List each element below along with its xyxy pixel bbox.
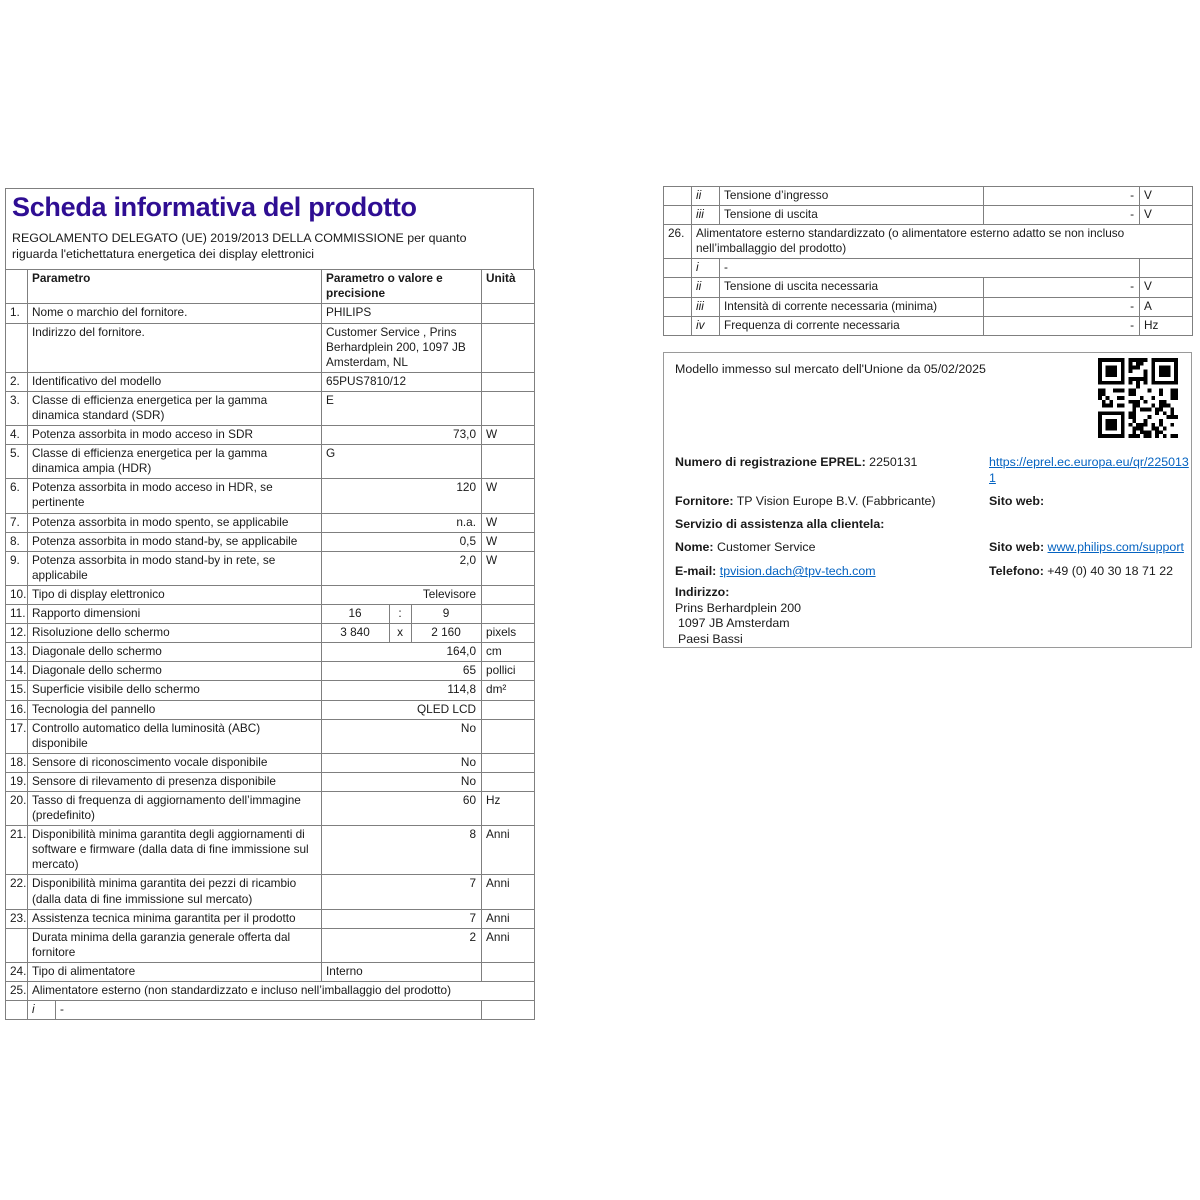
table-row (6, 513, 535, 532)
unit-label: V (1140, 206, 1193, 225)
row-number: 13. (6, 643, 28, 662)
row-number (664, 259, 692, 278)
phone-wrap (989, 564, 1195, 580)
row-number (664, 278, 692, 297)
parameter-label: Tipo di alimentatore (28, 962, 322, 981)
parameter-label: Disponibilità minima garantita degli aggiornamenti di software e firmware (dalla data di fine immissione sul mercato) (28, 826, 322, 875)
parameter-value: 0,5 (322, 532, 482, 551)
website-label: Sito web: (989, 493, 1045, 508)
parameter-value: 8 (322, 826, 482, 875)
unit-label (482, 753, 535, 772)
support-site-wrap (989, 540, 1195, 556)
unit-label (482, 445, 535, 479)
parameter-value: 9 (412, 605, 482, 624)
table-row (6, 772, 535, 791)
row-number: 6. (6, 479, 28, 513)
parameter-label: Superficie visibile dello schermo (28, 681, 322, 700)
parameter-label: Tipo di display elettronico (28, 585, 322, 604)
table-row (6, 753, 535, 772)
unit-label (482, 962, 535, 981)
row-number (6, 928, 28, 962)
supplier-name: TP Vision Europe B.V. (Fabbricante) (736, 493, 936, 508)
table-row (664, 187, 1193, 206)
parameter-value: 2 (322, 928, 482, 962)
table-row (6, 982, 535, 1001)
row-number: 22. (6, 875, 28, 909)
supplier-row (675, 494, 1180, 510)
support-site-label: Sito web: (989, 540, 1045, 555)
parameter-label: Alimentatore esterno (non standardizzato e incluso nell’imballaggio del prodotto) (28, 982, 535, 1001)
name-label: Nome: (675, 540, 714, 555)
page-subtitle: REGOLAMENTO DELEGATO (UE) 2019/2013 DELLA COMMISSIONE per quanto riguarda l'etichettatura energetica dei display elettronici (12, 231, 467, 262)
parameters-table (5, 269, 535, 1020)
row-number (664, 316, 692, 335)
row-number: 1. (6, 304, 28, 323)
row-number: 16. (6, 700, 28, 719)
row-number (6, 1001, 28, 1020)
unit-label (482, 585, 535, 604)
table-row (664, 316, 1193, 335)
unit-label (482, 372, 535, 391)
unit-label (1140, 259, 1193, 278)
unit-label: dm² (482, 681, 535, 700)
sub-index: ii (692, 187, 720, 206)
row-number: 10. (6, 585, 28, 604)
row-number: 20. (6, 791, 28, 825)
parameter-label: Indirizzo del fornitore. (28, 323, 322, 372)
customer-service-heading (675, 517, 1180, 533)
parameter-value: n.a. (322, 513, 482, 532)
parameter-label: Potenza assorbita in modo stand-by in rete, se applicabile (28, 551, 322, 585)
row-number: 7. (6, 513, 28, 532)
title-block (5, 188, 534, 269)
value-separator: : (390, 605, 412, 624)
parameter-label: Disponibilità minima garantita dei pezzi di ricambio (dalla data di fine immissione sul mercato) (28, 875, 322, 909)
unit-label: pollici (482, 662, 535, 681)
row-number: 8. (6, 532, 28, 551)
table-row (664, 225, 1193, 259)
table-row (6, 391, 535, 425)
parameter-value: No (322, 753, 482, 772)
parameter-label: Alimentatore esterno standardizzato (o alimentatore esterno adatto se non incluso nell’imballaggio del prodotto) (692, 225, 1193, 259)
supplier-info-box (663, 352, 1192, 648)
unit-label: W (482, 426, 535, 445)
table-row (6, 445, 535, 479)
row-number (664, 206, 692, 225)
row-number: 3. (6, 391, 28, 425)
table-row (6, 532, 535, 551)
address-line: 1097 JB Amsterdam (678, 616, 790, 631)
row-number: 4. (6, 426, 28, 445)
row-number (664, 187, 692, 206)
unit-label (482, 323, 535, 372)
parameter-label: Sensore di riconoscimento vocale disponibile (28, 753, 322, 772)
table-row (6, 479, 535, 513)
unit-label (482, 1001, 535, 1020)
sub-index: iii (692, 297, 720, 316)
parameter-label: Diagonale dello schermo (28, 662, 322, 681)
supplier-label: Fornitore: (675, 493, 734, 508)
parameter-value: 7 (322, 909, 482, 928)
table-row (6, 624, 535, 643)
unit-label: W (482, 551, 535, 585)
parameter-value: Customer Service , Prins Berhardplein 200, 1097 JB Amsterdam, NL (322, 323, 482, 372)
parameter-value: 60 (322, 791, 482, 825)
parameter-value: No (322, 772, 482, 791)
table-row (6, 719, 535, 753)
parameter-value: PHILIPS (322, 304, 482, 323)
unit-label: V (1140, 278, 1193, 297)
row-number: 9. (6, 551, 28, 585)
row-number: 5. (6, 445, 28, 479)
parameter-value: - (56, 1001, 482, 1020)
unit-label: Hz (482, 791, 535, 825)
parameter-label: Potenza assorbita in modo acceso in SDR (28, 426, 322, 445)
unit-label (482, 304, 535, 323)
website-label-wrap (989, 494, 1195, 510)
parameter-value: 3 840 (322, 624, 390, 643)
row-number (664, 297, 692, 316)
table-row (6, 304, 535, 323)
sub-index: iv (692, 316, 720, 335)
table-row (6, 372, 535, 391)
row-number: 14. (6, 662, 28, 681)
unit-label: V (1140, 187, 1193, 206)
parameter-value: 65 (322, 662, 482, 681)
page-title: Scheda informativa del prodotto (12, 192, 417, 222)
eprel-link-wrap (989, 455, 1195, 487)
table-row (6, 605, 535, 624)
parameter-label: Frequenza di corrente necessaria (720, 316, 984, 335)
parameter-label: Rapporto dimensioni (28, 605, 322, 624)
parameter-label: Tasso di frequenza di aggiornamento dell’immagine (predefinito) (28, 791, 322, 825)
eprel-number: 2250131 (869, 454, 918, 469)
table-row (6, 962, 535, 981)
continuation-panel (663, 186, 1192, 648)
sub-index: i (28, 1001, 56, 1020)
sub-index: ii (692, 278, 720, 297)
table-row (664, 297, 1193, 316)
table-row (6, 643, 535, 662)
row-number: 21. (6, 826, 28, 875)
unit-label (482, 700, 535, 719)
address-heading (675, 585, 1180, 601)
row-number: 23. (6, 909, 28, 928)
parameter-value: 16 (322, 605, 390, 624)
parameter-label: Controllo automatico della luminosità (ABC) disponibile (28, 719, 322, 753)
parameter-value: QLED LCD (322, 700, 482, 719)
table-row (6, 826, 535, 875)
value-separator: x (390, 624, 412, 643)
table-row (6, 662, 535, 681)
parameter-label: Potenza assorbita in modo spento, se applicabile (28, 513, 322, 532)
parameter-label: Risoluzione dello schermo (28, 624, 322, 643)
table-row (6, 323, 535, 372)
parameter-value: G (322, 445, 482, 479)
parameter-value: 73,0 (322, 426, 482, 445)
table-row (664, 278, 1193, 297)
parameter-value: - (984, 316, 1140, 335)
unit-label: pixels (482, 624, 535, 643)
unit-label: Anni (482, 909, 535, 928)
unit-label: Anni (482, 928, 535, 962)
table-row (6, 700, 535, 719)
row-number: 17. (6, 719, 28, 753)
support-site-link[interactable]: www.philips.com/support (1047, 540, 1184, 555)
parameter-label: Sensore di rilevamento di presenza disponibile (28, 772, 322, 791)
parameter-value: No (322, 719, 482, 753)
parameter-label: Tensione di uscita necessaria (720, 278, 984, 297)
unit-label: Anni (482, 826, 535, 875)
address-line: Paesi Bassi (678, 632, 743, 647)
parameter-label: Diagonale dello schermo (28, 643, 322, 662)
parameter-label: Tecnologia del pannello (28, 700, 322, 719)
table-row (664, 206, 1193, 225)
parameter-label: Classe di efficienza energetica per la gamma dinamica ampia (HDR) (28, 445, 322, 479)
header-parameter: Parametro (28, 270, 322, 304)
row-number: 11. (6, 605, 28, 624)
phone-value: +49 (0) 40 30 18 71 22 (1047, 564, 1174, 579)
parameter-value: 114,8 (322, 681, 482, 700)
unit-label: A (1140, 297, 1193, 316)
parameter-value: 65PUS7810/12 (322, 372, 482, 391)
table-row (664, 259, 1193, 278)
email-link[interactable]: tpvision.dach@tpv-tech.com (719, 564, 876, 579)
unit-label (482, 772, 535, 791)
unit-label: Hz (1140, 316, 1193, 335)
table-row (6, 909, 535, 928)
parameter-label: Durata minima della garanzia generale offerta dal fornitore (28, 928, 322, 962)
row-number (6, 323, 28, 372)
parameter-value: Interno (322, 962, 482, 981)
parameter-label: Intensità di corrente necessaria (minima) (720, 297, 984, 316)
unit-label (482, 719, 535, 753)
sub-index: i (692, 259, 720, 278)
parameter-value: 2 160 (412, 624, 482, 643)
parameter-label: Potenza assorbita in modo stand-by, se applicabile (28, 532, 322, 551)
address-heading-text: Indirizzo: (675, 585, 730, 599)
email-label: E-mail: (675, 564, 717, 579)
header-value: Parametro o valore e precisione (322, 270, 482, 304)
row-number: 15. (6, 681, 28, 700)
parameter-label: Tensione d’ingresso (720, 187, 984, 206)
unit-label: W (482, 532, 535, 551)
table-row (6, 551, 535, 585)
table-row (6, 791, 535, 825)
parameter-value: - (984, 297, 1140, 316)
eprel-row (675, 454, 1189, 485)
parameter-value: 7 (322, 875, 482, 909)
table-row (6, 426, 535, 445)
unit-label: W (482, 479, 535, 513)
parameter-label: Nome o marchio del fornitore. (28, 304, 322, 323)
table-row (6, 928, 535, 962)
unit-label: W (482, 513, 535, 532)
parameter-value: - (984, 187, 1140, 206)
sub-index: iii (692, 206, 720, 225)
parameter-label: Tensione di uscita (720, 206, 984, 225)
parameter-value: - (984, 278, 1140, 297)
parameter-value: - (720, 259, 1140, 278)
parameter-value: 2,0 (322, 551, 482, 585)
parameter-value: - (984, 206, 1140, 225)
row-number: 25. (6, 982, 28, 1001)
table-header-row (6, 270, 535, 304)
header-number-cell (6, 270, 28, 304)
unit-label: Anni (482, 875, 535, 909)
table-row (6, 875, 535, 909)
parameter-value: E (322, 391, 482, 425)
row-number: 12. (6, 624, 28, 643)
table-row (6, 681, 535, 700)
row-number: 26. (664, 225, 692, 259)
eprel-link[interactable]: https://eprel.ec.europa.eu/qr/2250131 (989, 454, 1189, 485)
eprel-label: Numero di registrazione EPREL: (675, 454, 866, 469)
header-unit: Unità (482, 270, 535, 304)
contact-name-row (675, 540, 1184, 556)
parameter-value: Televisore (322, 585, 482, 604)
product-fiche-panel (5, 188, 534, 1020)
customer-service-heading-text: Servizio di assistenza alla clientela: (675, 517, 885, 532)
parameter-value: 164,0 (322, 643, 482, 662)
market-entry-text: Modello immesso sul mercato dell'Unione da 05/02/2025 (675, 361, 986, 376)
email-row (675, 564, 1180, 580)
table-row (6, 1001, 535, 1020)
unit-label (482, 391, 535, 425)
market-entry-line (675, 362, 1180, 378)
phone-label: Telefono: (989, 564, 1044, 579)
parameter-label: Assistenza tecnica minima garantita per il prodotto (28, 909, 322, 928)
row-number: 19. (6, 772, 28, 791)
parameter-label: Potenza assorbita in modo acceso in HDR, se pertinente (28, 479, 322, 513)
name-value: Customer Service (717, 540, 816, 555)
unit-label: cm (482, 643, 535, 662)
parameter-value: 120 (322, 479, 482, 513)
parameter-label: Classe di efficienza energetica per la gamma dinamica standard (SDR) (28, 391, 322, 425)
unit-label (482, 605, 535, 624)
address-line: Prins Berhardplein 200 (675, 600, 802, 615)
table-row (6, 585, 535, 604)
parameter-label: Identificativo del modello (28, 372, 322, 391)
row-number: 24. (6, 962, 28, 981)
row-number: 2. (6, 372, 28, 391)
row-number: 18. (6, 753, 28, 772)
parameters-table-continued (663, 186, 1193, 336)
